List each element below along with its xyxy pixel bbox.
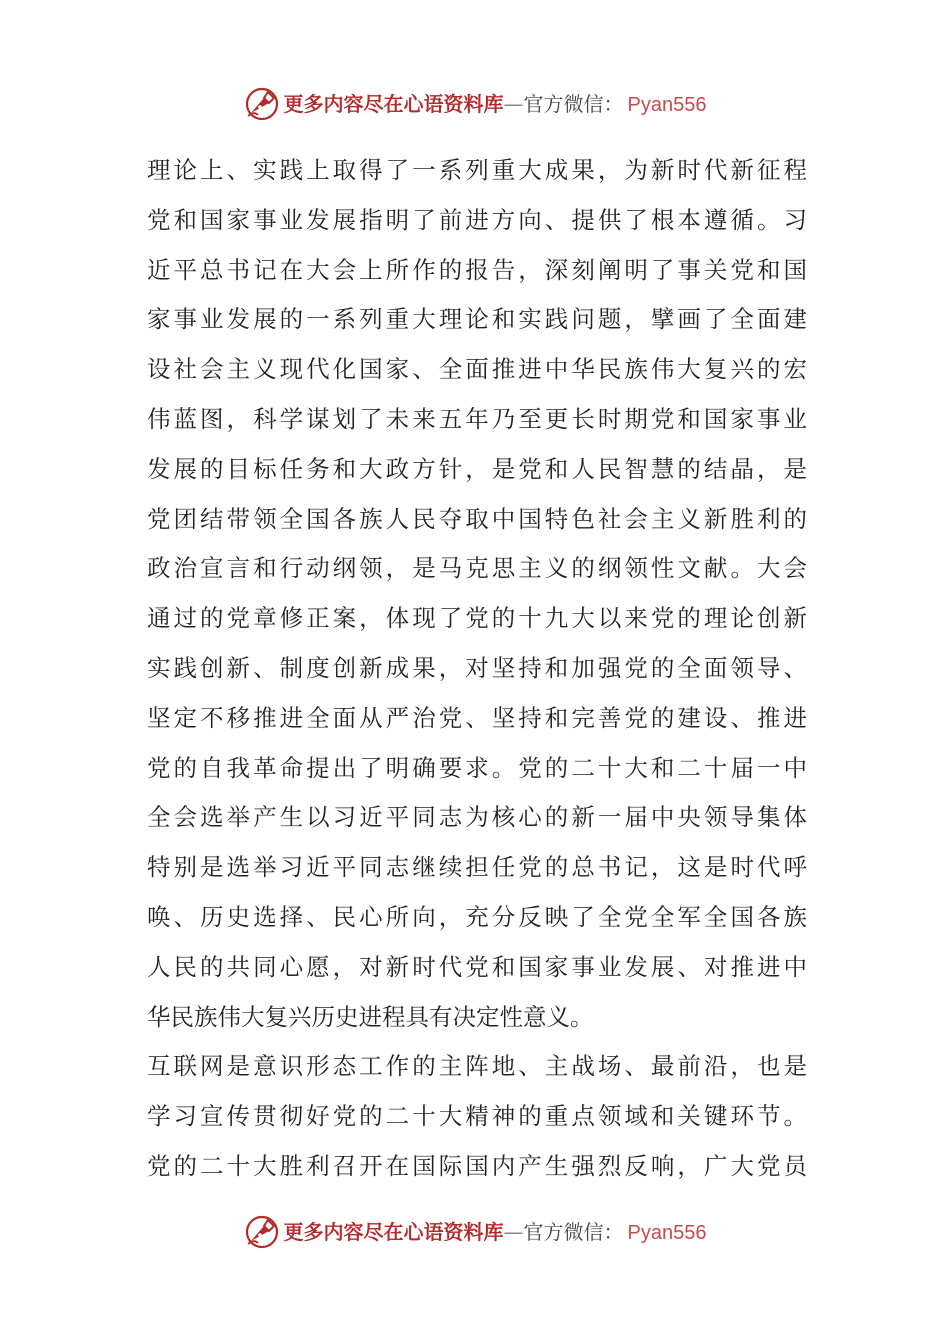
text-line: 党的自我革命提出了明确要求。党的二十大和二十届一中: [147, 753, 807, 782]
header-banner-title: 更多内容尽在心语资料库: [283, 91, 504, 116]
text-line: 设社会主义现代化国家、全面推进中华民族伟大复兴的宏: [147, 355, 807, 384]
footer-banner-wechat: Pyan556: [627, 1221, 707, 1244]
header-banner-text: [283, 91, 707, 116]
header-banner-dash: —: [503, 91, 524, 116]
text-line: 党团结带领全国各族人民夺取中国特色社会主义新胜利的: [147, 504, 807, 533]
header-banner-official: 官方微信：: [523, 91, 624, 116]
text-line: 坚定不移推进全面从严治党、坚持和完善党的建设、推进: [147, 703, 807, 732]
footer-banner-text: [283, 1219, 707, 1244]
text-line: 近平总书记在大会上所作的报告，深刻阐明了事关党和国: [147, 255, 807, 284]
text-line: 人民的共同心愿，对新时代党和国家事业发展、对推进中: [147, 952, 807, 981]
header-banner: [0, 84, 950, 124]
pen-nib-logo-icon: [244, 1214, 280, 1250]
text-line: 互联网是意识形态工作的主阵地、主战场、最前沿，也是: [147, 1052, 807, 1081]
footer-banner-official: 官方微信：: [523, 1219, 624, 1244]
text-line: 家事业发展的一系列重大理论和实践问题，擘画了全面建: [147, 305, 807, 334]
text-line-paragraph-end: 华民族伟大复兴历史进程具有决定性意义。: [147, 1002, 594, 1031]
footer-banner: [0, 1212, 950, 1252]
text-line: 政治宣言和行动纲领，是马克思主义的纲领性文献。大会: [147, 554, 807, 583]
text-line: 伟蓝图，科学谋划了未来五年乃至更长时期党和国家事业: [147, 404, 807, 433]
text-line: 学习宣传贯彻好党的二十大精神的重点领域和关键环节。: [147, 1102, 807, 1131]
text-line: 实践创新、制度创新成果，对坚持和加强党的全面领导、: [147, 653, 807, 682]
footer-banner-dash: —: [503, 1219, 524, 1244]
text-line: 全会选举产生以习近平同志为核心的新一届中央领导集体: [147, 803, 807, 832]
text-line: 特别是选举习近平同志继续担任党的总书记，这是时代呼: [147, 853, 807, 882]
document-body: [147, 146, 807, 1192]
text-line: 党的二十大胜利召开在国际国内产生强烈反响，广大党员: [147, 1151, 807, 1180]
text-line: 理论上、实践上取得了一系列重大成果，为新时代新征程: [147, 156, 807, 184]
header-banner-wechat: Pyan556: [627, 93, 707, 116]
text-line: 通过的党章修正案，体现了党的十九大以来党的理论创新: [147, 604, 807, 633]
footer-banner-title: 更多内容尽在心语资料库: [283, 1219, 504, 1244]
text-line: 党和国家事业发展指明了前进方向、提供了根本遵循。习: [147, 205, 807, 234]
text-line: 发展的目标任务和大政方针，是党和人民智慧的结晶，是: [147, 454, 807, 483]
pen-nib-logo-icon: [244, 86, 280, 122]
text-line: 唤、历史选择、民心所向，充分反映了全党全军全国各族: [147, 902, 807, 931]
